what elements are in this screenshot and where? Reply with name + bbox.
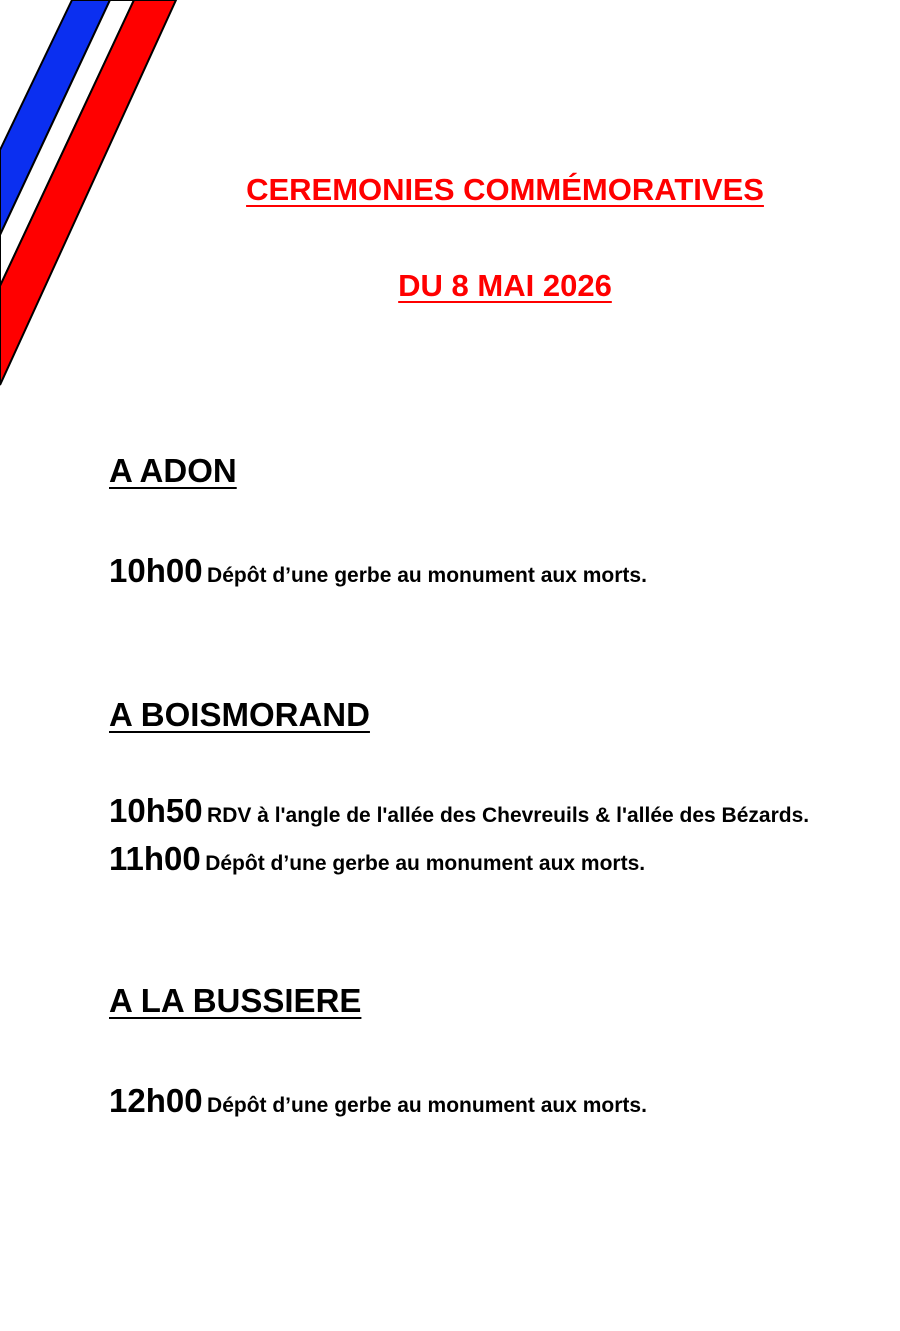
- document-title-line2: DU 8 MAI 2026: [398, 268, 612, 303]
- event-time: 11h00: [109, 840, 201, 877]
- event-row: [109, 792, 809, 830]
- event-row: [109, 1082, 647, 1120]
- event-row: [109, 840, 645, 878]
- event-row: [109, 552, 647, 590]
- section-heading-la-bussiere: A LA BUSSIERE: [109, 982, 362, 1019]
- section-heading-adon: A ADON: [109, 452, 237, 489]
- event-description: Dépôt d’une gerbe au monument aux morts.: [207, 1094, 647, 1117]
- event-time: 12h00: [109, 1082, 203, 1119]
- event-description: Dépôt d’une gerbe au monument aux morts.: [205, 852, 646, 875]
- document-title-line1: CEREMONIES COMMÉMORATIVES: [246, 172, 764, 207]
- event-description: RDV à l'angle de l'allée des Chevreuils & l'allée des Bézards.: [207, 804, 810, 827]
- event-description: Dépôt d’une gerbe au monument aux morts.: [207, 564, 647, 587]
- section-heading-boismorand: A BOISMORAND: [109, 696, 370, 733]
- event-time: 10h00: [109, 552, 203, 589]
- event-time: 10h50: [109, 792, 203, 829]
